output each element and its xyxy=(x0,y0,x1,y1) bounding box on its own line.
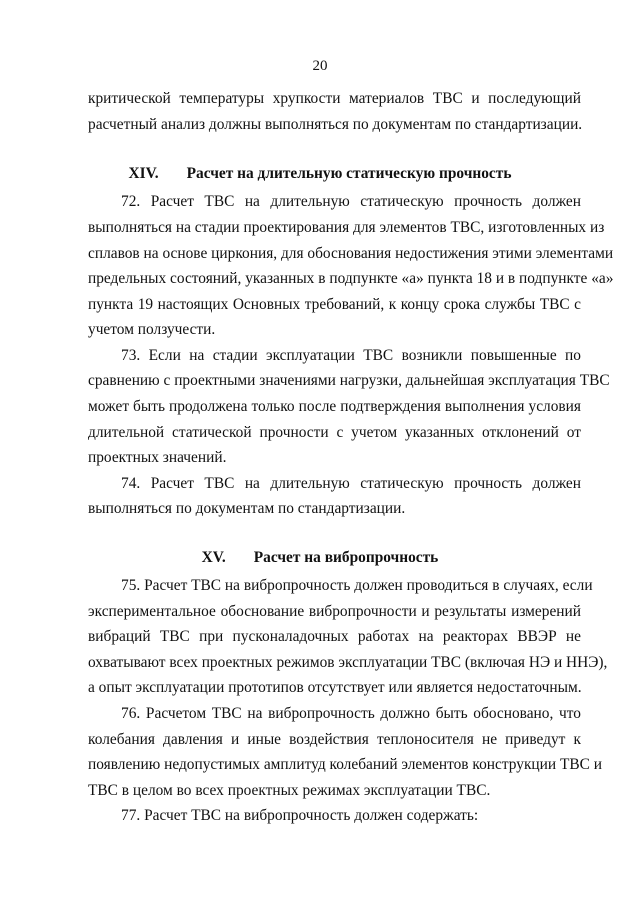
page-number: 20 xyxy=(312,58,328,74)
text-line: охватывают всех проектных режимов эксплуатации ТВС (включая НЭ и ННЭ), xyxy=(88,654,608,671)
text-line: учетом ползучести. xyxy=(88,321,216,338)
text-line: длительной статической прочности с учетом указанных отклонений от xyxy=(88,424,581,441)
text-line: выполняться по документам по стандартизации. xyxy=(88,500,406,517)
text-line: проектных значений. xyxy=(88,449,227,466)
section-number: XV. xyxy=(201,549,226,566)
text-line: ТВС в целом во всех проектных режимах эксплуатации ТВС. xyxy=(88,782,491,799)
text-line: 77. Расчет ТВС на вибропрочность должен содержать: xyxy=(121,807,479,824)
text-line: колебания давления и иные воздействия теплоносителя не приведут к xyxy=(88,731,581,748)
text-line: 74. Расчет ТВС на длительную статическую прочность должен xyxy=(121,475,581,492)
text-line: может быть продолжена только после подтверждения выполнения условия xyxy=(88,398,581,415)
text-line: 72. Расчет ТВС на длительную статическую прочность должен xyxy=(121,193,581,210)
text-line: выполняться на стадии проектирования для элементов ТВС, изготовленных из xyxy=(88,219,605,236)
section-title: Расчет на длительную статическую прочность xyxy=(186,165,512,182)
text-line: сплавов на основе циркония, для обоснования недостижения этими элементами xyxy=(88,245,614,262)
text-line: пункта 19 настоящих Основных требований, к концу срока службы ТВС с xyxy=(88,296,581,313)
text-line: сравнению с проектными значениями нагрузки, дальнейшая эксплуатация ТВС xyxy=(88,372,610,389)
text-line: вибраций ТВС при пусконаладочных работах на реакторах ВВЭР не xyxy=(88,628,581,645)
text-line: критической температуры хрупкости материалов ТВС и последующий xyxy=(88,90,581,107)
text-line: а опыт эксплуатации прототипов отсутствует или является недостаточным. xyxy=(88,679,582,696)
text-line: предельных состояний, указанных в подпункте «а» пункта 18 и в подпункте «а» xyxy=(88,270,614,287)
text-line: 73. Если на стадии эксплуатации ТВС возникли повышенные по xyxy=(121,347,581,364)
section-heading xyxy=(0,165,640,183)
text-line: экспериментальное обоснование вибропрочности и результаты измерений xyxy=(88,603,581,620)
section-title: Расчет на вибропрочность xyxy=(253,549,439,566)
text-line: 75. Расчет ТВС на вибропрочность должен проводиться в случаях, если xyxy=(121,577,593,594)
section-number: XIV. xyxy=(128,165,159,182)
text-line: 76. Расчетом ТВС на вибропрочность должно быть обосновано, что xyxy=(121,705,581,722)
section-heading xyxy=(0,549,640,567)
text-line: появлению недопустимых амплитуд колебаний элементов конструкции ТВС и xyxy=(88,756,603,773)
text-line: расчетный анализ должны выполняться по документам по стандартизации. xyxy=(88,116,583,133)
